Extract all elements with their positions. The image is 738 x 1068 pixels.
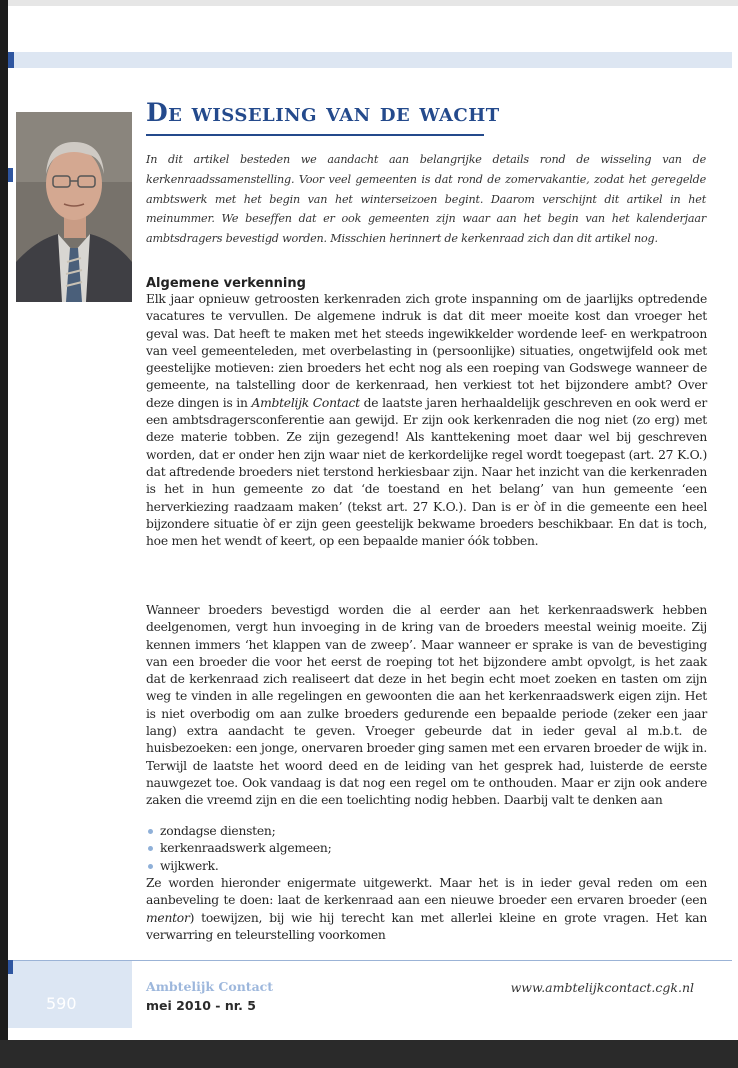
list-item xyxy=(146,840,706,857)
side-accent-bar xyxy=(8,168,13,182)
body-paragraph-3 xyxy=(146,875,707,944)
list-item-text: wijkwerk. xyxy=(160,858,219,873)
footer-publication: Ambtelijk Contact xyxy=(146,979,274,994)
topic-list xyxy=(146,823,706,875)
footer-issue: mei 2010 - nr. 5 xyxy=(146,998,256,1013)
bullet-icon xyxy=(148,864,153,869)
author-portrait-illustration xyxy=(16,112,132,302)
header-band xyxy=(8,52,732,68)
list-item-text: zondagse diensten; xyxy=(160,824,276,838)
title-underline xyxy=(146,134,484,136)
header-band-accent xyxy=(8,52,14,68)
list-item xyxy=(146,858,706,875)
footer-accent-bar xyxy=(8,960,13,974)
mentor-term: mentor xyxy=(146,910,190,925)
article-title: De wisseling van de wacht xyxy=(146,98,500,127)
publication-name-inline: Ambtelijk Contact xyxy=(251,395,360,410)
bullet-icon xyxy=(148,829,153,834)
page-number: 590 xyxy=(46,994,77,1013)
author-photo xyxy=(16,112,132,302)
section-heading: Algemene verkenning xyxy=(146,276,306,291)
scan-edge-bottom xyxy=(0,1040,738,1068)
paragraph-text: Ze worden hieronder enigermate uitgewerkt. Maar het is in ieder geval reden om een aanbeveling te doen: laat de kerkenraad aan een nieuwe broeder een ervaren broeder (een xyxy=(146,876,707,908)
list-item xyxy=(146,823,706,840)
body-paragraph-1 xyxy=(146,291,707,550)
footer-url-link[interactable]: www.ambtelijkcontact.cgk.nl xyxy=(510,980,694,995)
footer-rule xyxy=(8,960,732,961)
article-intro: In dit artikel besteden we aandacht aan belangrijke details rond de wisseling van de kerkenraadssamenstelling. Voor veel gemeenten is dat rond de zomervakantie, zodat het geregelde ambtswerk met het begin van het winterseizoen begint. Daarom verschijnt dit artikel in het meinummer. We beseffen dat er ook gemeenten zijn waar aan het begin van het kalenderjaar ambtsdragers bevestigd worden. Misschien herinnert de kerkenraad zich dan dit artikel nog. xyxy=(146,153,706,246)
body-paragraph-2: Wanneer broeders bevestigd worden die al eerder aan het kerkenraadswerk hebben deelgenomen, vergt hun invoeging in de kring van de broeders meestal weinig moeite. Zij kennen immers ‘het klappen van de zweep’. Maar wanneer er sprake is van de bevestiging van een broeder die voor het eerst de roeping tot het bijzondere ambt opvolgt, is het zaak dat de kerkenraad zich realiseert dat deze in het begin echt moet zoeken en tasten om zijn weg te vinden in alle regelingen en gewoonten die aan het kerkenraadswerk eigen zijn. Het is niet overbodig om aan zulke broeders gedurende een bepaalde periode (zeker een jaar lang) extra aandacht te geven. Vroeger gebeurde dat in ieder geval al m.b.t. de huisbezoeken: een jonge, onervaren broeder ging samen met een ervaren broeder de wijk in. Terwijl de laatste het woord deed en de leiding van het gesprek had, luisterde de eerste nauwgezet toe. Ook vandaag is dat nog een regel om te onthouden. Maar er zijn ook andere zaken die vreemd zijn en die een toelichting nodig hebben. Daarbij valt te denken aan xyxy=(146,603,707,808)
scan-edge-left xyxy=(0,0,8,1068)
scan-edge-top xyxy=(0,0,738,6)
paragraph-text: de laatste jaren herhaaldelijk geschreven en ook werd er een ambtsdragersconferentie aan gewijd. Er zijn ook kerkenraden die nog niet (zo erg) met deze materie tobben. Ze zijn gezegend! Als kanttekening moet daar wel bij geschreven worden, dat er onder hen zijn waar niet de kerkordelijke regel wordt toegepast (art. 27 K.O.) dat aftredende broeders niet terstond herkiesbaar zijn. Naar het inzicht van die kerkenraden is het in hun gemeente zo dat ‘de toestand en het belang’ van hun gemeente ‘een herverkiezing raadzaam maken’ (tekst art. 27 K.O.). Dan is er òf in die gemeente een heel bijzondere situatie òf er zijn geen geestelijk bekwame broeders beschikbaar. En dat is toch, hoe men het wendt of keert, op een bepaalde manier óók tobben. xyxy=(146,395,707,549)
bullet-icon xyxy=(148,846,153,851)
paragraph-text: ) toewijzen, bij wie hij terecht kan met allerlei kleine en grote vragen. Het kan verwarring en teleurstelling voorkomen xyxy=(146,910,707,942)
list-item-text: kerkenraadswerk algemeen; xyxy=(160,841,332,856)
paragraph-text: Elk jaar opnieuw getroosten kerkenraden zich grote inspanning om de jaarlijks optredende vacatures te vervullen. De algemene indruk is dat dit meer moeite kost dan vroeger het geval was. Dat heeft te maken met het steeds ingewikkelder wordende leef- en werkpatroon van veel gemeenteleden, met overbelasting in (persoonlijke) situaties, ongetwijfeld ook met geestelijke motieven: zien broeders het echt nog als een roeping van Godswege wanneer de gemeente, na talstelling door de kerkenraad, hen verkiest tot het bijzondere ambt? Over deze dingen is in xyxy=(146,292,707,410)
